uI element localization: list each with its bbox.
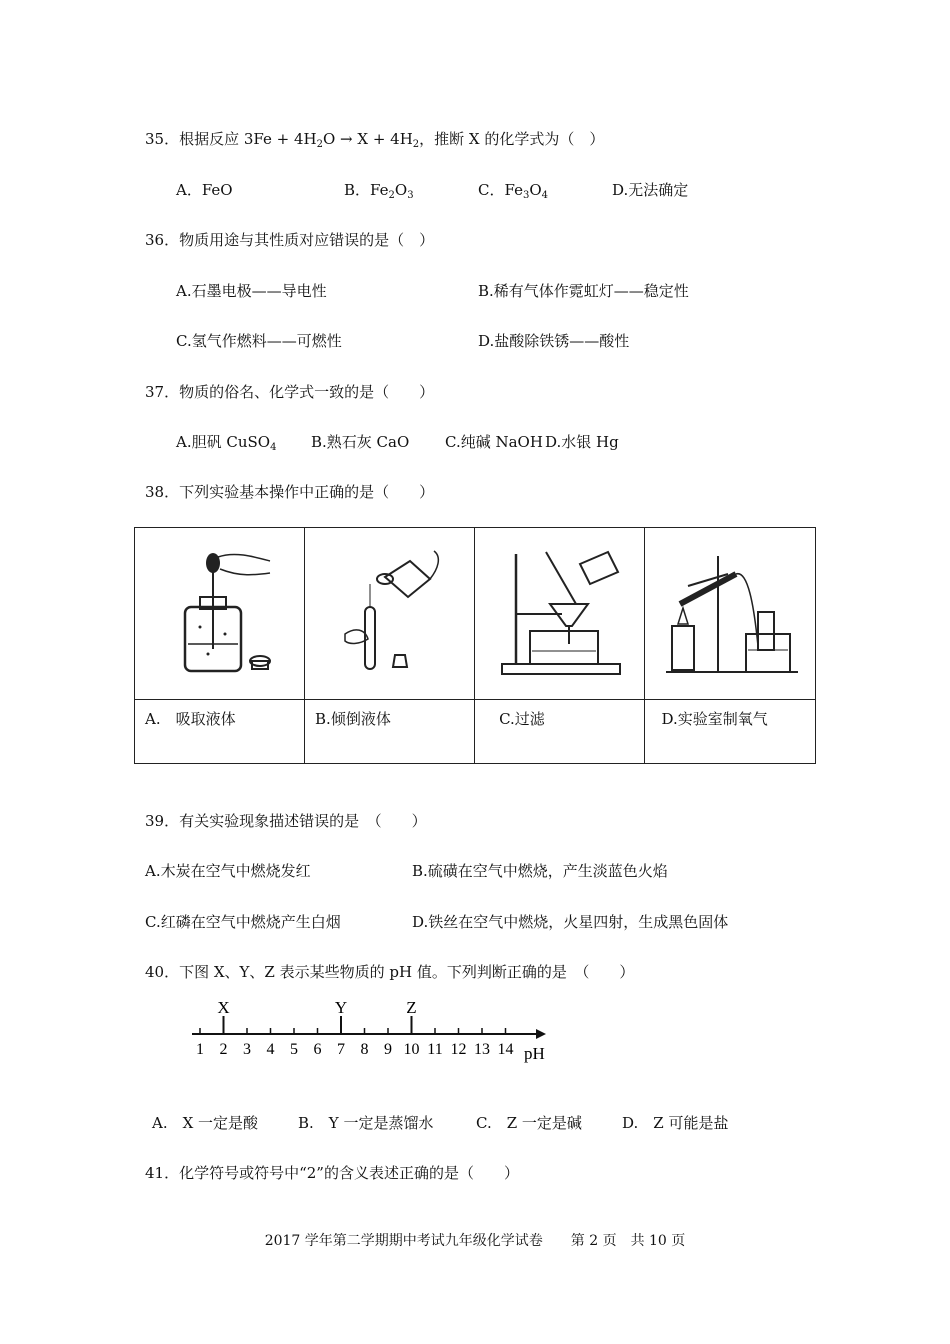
question-40-stem: 40．下图 X、Y、Z 表示某些物质的 pH 值。下列判断正确的是 （ ） [145,963,635,981]
q40-option-c: C. Z 一定是碱 [476,1114,582,1132]
q36-option-d: D.盐酸除铁锈——酸性 [478,332,630,350]
oxygen-preparation-illustration [658,546,803,681]
ph-tick-label: 1 [196,1041,204,1058]
q35-option-d: D.无法确定 [612,181,689,199]
q37-option-b: B.熟石灰 CaO [311,433,410,451]
q37-option-d: D.水银 Hg [545,433,619,451]
q38-caption-d: D.实验室制氧气 [645,700,816,764]
ph-marker-label-z: Z [406,1000,417,1017]
question-39-stem: 39．有关实验现象描述错误的是 （ ） [145,812,427,830]
q40-option-d: D. Z 可能是盐 [622,1114,729,1132]
ph-tick-label: 5 [290,1041,298,1058]
q35-option-a: A．FeO [176,181,233,199]
q39-option-b: B.硫磺在空气中燃烧，产生淡蓝色火焰 [412,862,668,880]
q37-option-a: A.胆矾 CuSO$_4$ [176,433,277,453]
ph-tick-label: 3 [243,1041,251,1058]
ph-tick-label: 4 [266,1041,275,1058]
ph-tick-label: 13 [474,1041,490,1058]
page-footer: 2017 学年第二学期期中考试九年级化学试卷 第 2 页 共 10 页 [264,1233,686,1249]
q36-option-b: B.稀有气体作霓虹灯——稳定性 [478,282,689,300]
ph-axis-arrow [536,1029,546,1039]
ph-tick-label: 2 [219,1041,228,1058]
ph-tick-label: 6 [313,1041,322,1058]
question-36-stem: 36．物质用途与其性质对应错误的是（ ） [145,231,435,249]
q36-option-a: A.石墨电极——导电性 [176,282,327,300]
ph-marker-label-y: Y [334,1000,348,1017]
q36-option-c: C.氢气作燃料——可燃性 [176,332,342,350]
q38-caption-b: B.倾倒液体 [305,700,475,764]
q38-image-cell-d [645,528,816,700]
q40-option-a: A. X 一定是酸 [152,1114,259,1132]
dropper-in-bottle-illustration [160,549,280,679]
filtration-setup-illustration [490,546,630,681]
q38-caption-a: A. 吸取液体 [135,700,305,764]
question-35-stem: 35．根据反应 $3Fe + 4H_2O \to X + 4H_2$，推断 X 的化学式为（ ） [145,130,605,150]
q39-option-d: D.铁丝在空气中燃烧，火星四射，生成黑色固体 [412,913,729,931]
ph-tick-label: 10 [403,1041,420,1058]
ph-axis-label: pH [524,1044,545,1063]
q39-option-a: A.木炭在空气中燃烧发红 [145,862,311,880]
question-37-stem: 37．物质的俗名、化学式一致的是（ ） [145,383,435,401]
q38-operations-table [134,527,816,764]
question-38-stem: 38．下列实验基本操作中正确的是（ ） [145,483,435,501]
q39-option-c: C.红磷在空气中燃烧产生白烟 [145,913,341,931]
q38-image-cell-a [135,528,305,700]
q35-option-b: B．$Fe_2O_3$ [344,181,414,201]
q38-image-cell-c [475,528,645,700]
ph-tick-label: 14 [497,1041,514,1058]
ph-tick-label: 9 [384,1041,392,1058]
question-41-stem: 41．化学符号或符号中“2”的含义表述正确的是（ ） [145,1164,519,1182]
pouring-liquid-illustration [330,549,450,679]
ph-marker-label-x: X [217,1000,230,1017]
q38-image-cell-b [305,528,475,700]
ph-tick-label: 11 [427,1041,443,1058]
q40-option-b: B. Y 一定是蒸馏水 [298,1114,434,1132]
q38-caption-c: C.过滤 [475,700,645,764]
q35-option-c: C．$Fe_3O_4$ [478,181,549,201]
ph-tick-label: 7 [337,1041,345,1058]
ph-tick-label: 12 [450,1041,467,1058]
q37-option-c: C.纯碱 NaOH [445,433,543,451]
ph-tick-label: 8 [360,1041,369,1058]
ph-number-line [186,1000,566,1070]
